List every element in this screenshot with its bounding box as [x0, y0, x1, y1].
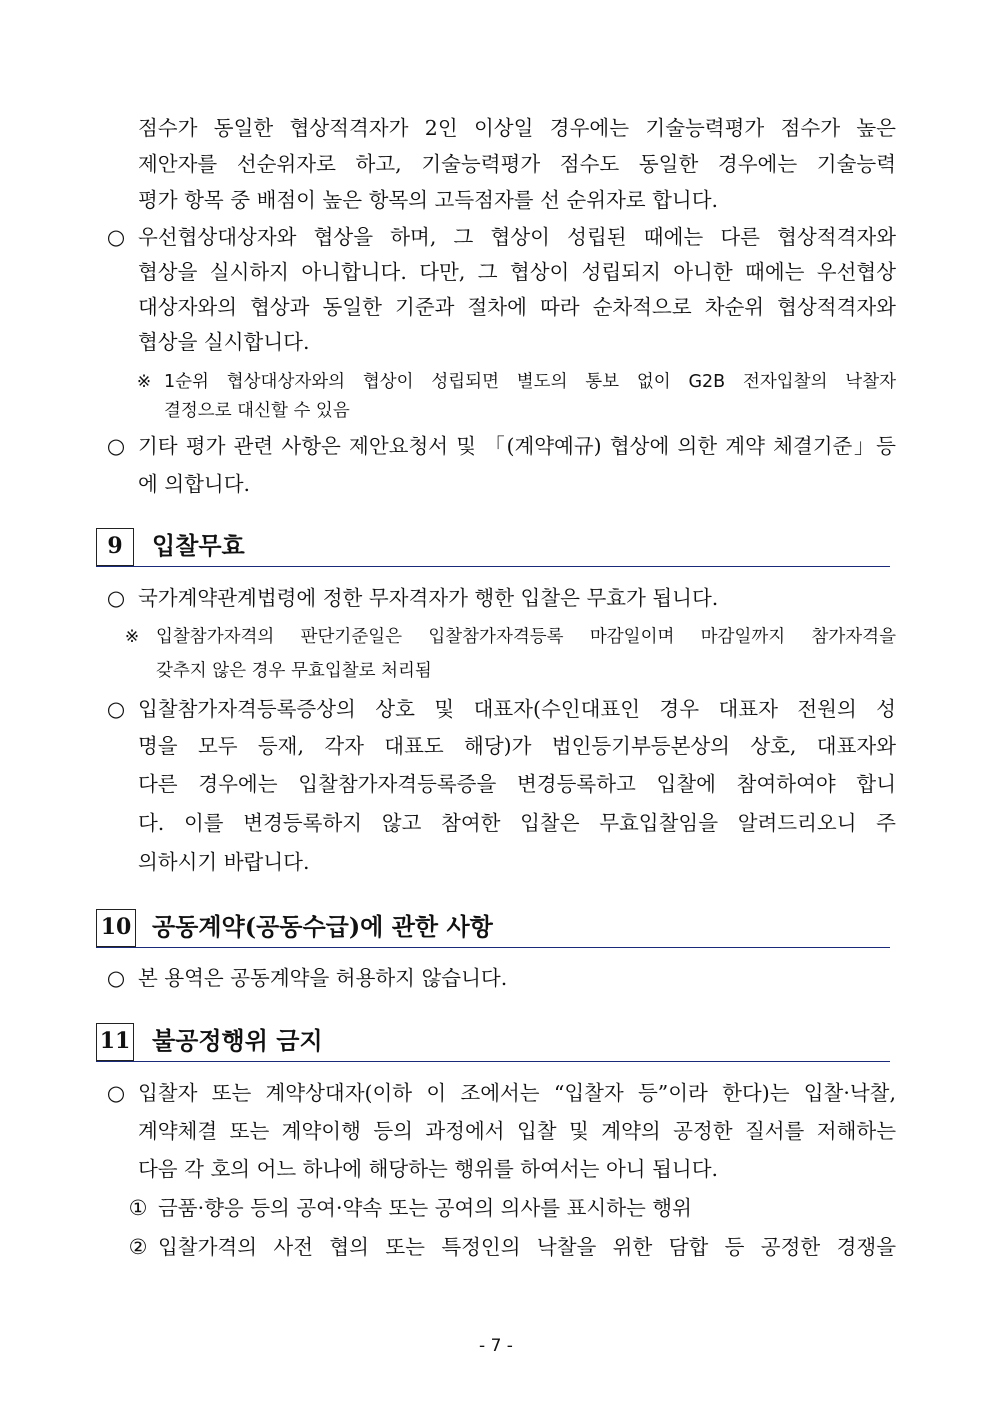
block-a-line-1: 우선협상대상자와 협상을 하며, 그 협상이 성립된 때에는 다른 협상적격자와: [138, 225, 896, 249]
item-number-mark: ①: [128, 1196, 148, 1220]
intro-line-2: 제안자를 선순위자로 하고, 기술능력평가 점수도 동일한 경우에는 기술능력: [138, 152, 896, 176]
block-a-line-2: 협상을 실시하지 아니합니다. 다만, 그 협상이 성립되지 아니한 때에는 우선협상: [138, 260, 896, 284]
section-9-note-line-1: 입찰참가자격의 판단기준일은 입찰참가자격등록 마감일이며 마감일까지 참가자격을: [156, 627, 896, 647]
bullet-circle-icon: ○: [106, 225, 126, 249]
section-underline: [96, 1061, 890, 1062]
section-10-bullet-1: 본 용역은 공동계약을 허용하지 않습니다.: [138, 966, 508, 990]
section-title: 불공정행위 금지: [152, 1026, 323, 1055]
block-a-line-4: 협상을 실시합니다.: [138, 330, 310, 354]
section-9-bullet-2-line-1: 입찰참가자격등록증상의 상호 및 대표자(수인대표인 경우 대표자 전원의 성: [138, 697, 896, 721]
section-title: 공동계약(공동수급)에 관한 사항: [152, 912, 493, 941]
bullet-circle-icon: ○: [106, 966, 126, 990]
section-11-bullet-1-line-3: 다음 각 호의 어느 하나에 해당하는 행위를 하여서는 아니 됩니다.: [138, 1157, 719, 1181]
note-reference-icon: ※: [124, 627, 140, 647]
bullet-circle-icon: ○: [106, 1081, 126, 1105]
bullet-circle-icon: ○: [106, 697, 126, 721]
section-10-header: [96, 909, 890, 949]
section-9-bullet-2-line-3: 다른 경우에는 입찰참가자격등록증을 변경등록하고 입찰에 참여하여야 합니: [138, 772, 896, 796]
section-11-item-2: 입찰가격의 사전 협의 또는 특정인의 낙찰을 위한 담합 등 공정한 경쟁을: [158, 1235, 896, 1259]
section-9-bullet-1: 국가계약관계법령에 정한 무자격자가 행한 입찰은 무효가 됩니다.: [138, 586, 719, 610]
section-number-box: 11: [96, 1023, 134, 1061]
block-a-line-3: 대상자와의 협상과 동일한 기준과 절차에 따라 순차적으로 차순위 협상적격자와: [138, 295, 896, 319]
section-9-note-line-2: 갖추지 않은 경우 무효입찰로 처리됨: [156, 661, 432, 681]
section-11-bullet-1-line-1: 입찰자 또는 계약상대자(이하 이 조에서는 “입찰자 등”이라 한다)는 입찰·낙찰,: [138, 1081, 896, 1105]
intro-line-3: 평가 항목 중 배점이 높은 항목의 고득점자를 선 순위자로 합니다.: [138, 188, 719, 212]
section-underline: [96, 947, 890, 948]
block-b-line-2: 에 의합니다.: [138, 472, 251, 496]
note-reference-icon: ※: [136, 372, 152, 392]
note-a-line-1: 1순위 협상대상자와의 협상이 성립되면 별도의 통보 없이 G2B 전자입찰의 낙찰자: [164, 372, 896, 392]
section-number-box: 9: [96, 528, 134, 566]
section-9-header: [96, 528, 890, 568]
section-title: 입찰무효: [152, 531, 245, 560]
section-11-header: [96, 1023, 890, 1063]
page-number: - 7 -: [479, 1336, 513, 1356]
section-underline: [96, 566, 890, 567]
bullet-circle-icon: ○: [106, 586, 126, 610]
section-11-item-1: 금품·향응 등의 공여·약속 또는 공여의 의사를 표시하는 행위: [158, 1196, 692, 1220]
note-a-line-2: 결정으로 대신할 수 있음: [164, 401, 350, 421]
section-9-bullet-2-line-4: 다. 이를 변경등록하지 않고 참여한 입찰은 무효입찰임을 알려드리오니 주: [138, 811, 896, 835]
section-9-bullet-2-line-5: 의하시기 바랍니다.: [138, 850, 310, 874]
section-11-bullet-1-line-2: 계약체결 또는 계약이행 등의 과정에서 입찰 및 계약의 공정한 질서를 저해하는: [138, 1119, 896, 1143]
bullet-circle-icon: ○: [106, 434, 126, 458]
section-number-box: 10: [96, 909, 136, 947]
block-b-line-1: 기타 평가 관련 사항은 제안요청서 및 「(계약예규) 협상에 의한 계약 체결기준」등: [138, 434, 896, 458]
section-9-bullet-2-line-2: 명을 모두 등재, 각자 대표도 해당)가 법인등기부등본상의 상호, 대표자와: [138, 734, 896, 758]
item-number-mark: ②: [128, 1235, 148, 1259]
intro-line-1: 점수가 동일한 협상적격자가 2인 이상일 경우에는 기술능력평가 점수가 높은: [138, 116, 896, 140]
